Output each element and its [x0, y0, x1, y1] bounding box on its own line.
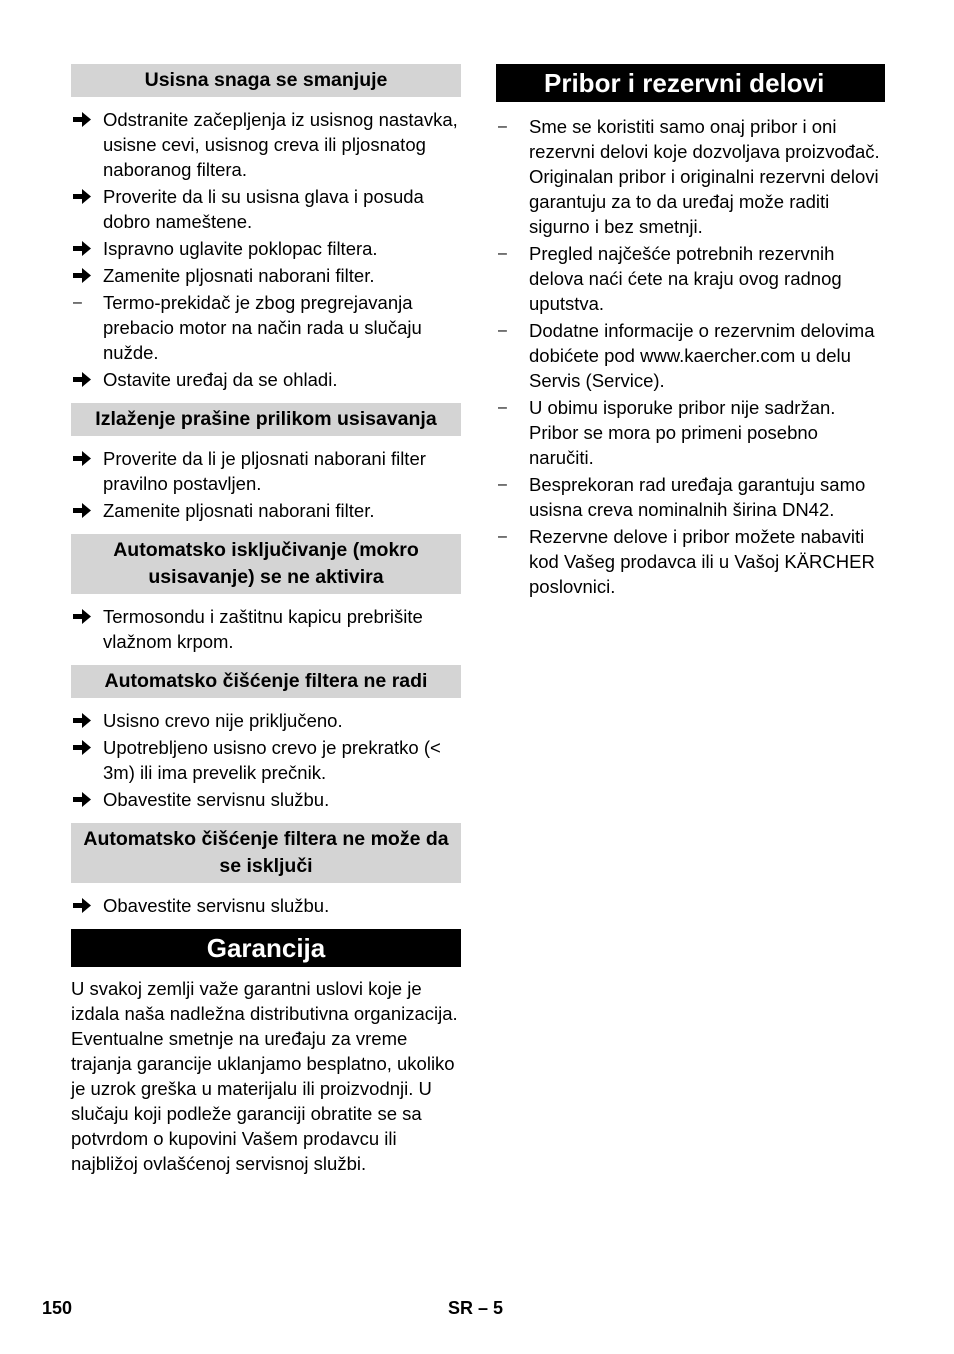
dash-icon: – — [498, 399, 507, 416]
section-heading-filter-cleaning-no-stop: Automatsko čišćenje filtera ne može da se isključi — [71, 823, 461, 883]
arrow-right-icon — [73, 498, 95, 523]
list-item: Obavestite servisnu službu. — [71, 787, 461, 812]
list-item: Proverite da li su usisna glava i posuda dobro nameštene. — [71, 184, 461, 234]
page-number: 150 — [42, 1298, 73, 1318]
list-item: – Sme se koristiti samo onaj pribor i oni rezervni delovi koje dozvoljava proizvođač. Originalan pribor i originalni rezervni delovi garantuju za to da uređaj može raditi sigurno i bez smetnji. — [498, 116, 880, 237]
arrow-right-icon — [73, 236, 95, 261]
dash-icon: – — [498, 322, 507, 339]
section-heading-filter-cleaning-fails: Automatsko čišćenje filtera ne radi — [71, 665, 461, 698]
list-item: – U obimu isporuke pribor nije sadržan. Pribor se mora po primeni posebno naručiti. — [498, 397, 836, 468]
arrow-right-icon — [73, 107, 95, 132]
list-auto-shutoff — [71, 604, 461, 654]
list-suction-power — [71, 107, 461, 392]
list-item: Obavestite servisnu službu. — [71, 893, 461, 918]
dash-icon: – — [498, 528, 507, 545]
list-item: – Dodatne informacije o rezervnim delovima dobićete pod www.kaercher.com u delu Servis (Service). — [498, 320, 875, 391]
list-item: Ispravno uglavite poklopac filtera. — [71, 236, 461, 261]
dash-icon: – — [73, 294, 82, 311]
list-dust-escape — [71, 446, 461, 523]
warranty-heading: Garancija — [71, 929, 461, 967]
accessories-list — [496, 114, 885, 599]
list-filter-cleaning-fails — [71, 708, 461, 812]
arrow-right-icon — [73, 367, 95, 392]
list-item: Proverite da li je pljosnati naborani filter pravilno postavljen. — [71, 446, 461, 496]
arrow-right-icon — [73, 446, 95, 471]
list-filter-cleaning-no-stop — [71, 893, 461, 918]
arrow-right-icon — [73, 787, 95, 812]
list-item: – Besprekoran rad uređaja garantuju samo usisna creva nominalnih širina DN42. — [498, 474, 866, 520]
section-heading-suction-power: Usisna snaga se smanjuje — [71, 64, 461, 97]
list-item: Zamenite pljosnati naborani filter. — [71, 263, 461, 288]
right-column — [496, 64, 885, 601]
arrow-right-icon — [73, 708, 95, 733]
dash-icon: – — [498, 476, 507, 493]
arrow-right-icon — [73, 604, 95, 629]
warranty-text: U svakoj zemlji važe garantni uslovi koje je izdala naša nadležna distributivna organizacija. Eventualne smetnje na uređaju za vreme trajanja garancije uklanjamo besplatno, ukoliko je uzrok greška u materijalu ili proizvodnji. U slučaju koji podleže garanciji obratite se sa potvrdom o kupovini Vašem prodavcu ili najbližoj ovlašćenoj servisnoj službi. — [71, 978, 458, 1174]
arrow-right-icon — [73, 735, 95, 760]
language-page-label: SR – 5 — [448, 1298, 504, 1318]
list-item: Termosondu i zaštitnu kapicu prebrišite vlažnom krpom. — [71, 604, 461, 654]
list-item: – Termo-prekidač je zbog pregrejavanja prebacio motor na način rada u slučaju nužde. — [73, 292, 422, 363]
dash-icon: – — [498, 118, 507, 135]
accessories-heading: Pribor i rezervni delovi — [496, 64, 885, 102]
list-item: – Pregled najčešće potrebnih rezervnih delova naći ćete na kraju ovog radnog uputstva. — [498, 243, 842, 314]
list-item: Usisno crevo nije priključeno. — [71, 708, 461, 733]
arrow-right-icon — [73, 184, 95, 209]
dash-icon: – — [498, 245, 507, 262]
section-heading-auto-shutoff: Automatsko isključivanje (mokro usisavanje) se ne aktivira — [71, 534, 461, 594]
arrow-right-icon — [73, 893, 95, 918]
list-item: – Rezervne delove i pribor možete nabaviti kod Vašeg prodavca ili u Vašoj KÄRCHER poslovnici. — [498, 526, 875, 597]
section-heading-dust-escape: Izlaženje prašine prilikom usisavanja — [71, 403, 461, 436]
left-column — [71, 64, 461, 1176]
arrow-right-icon — [73, 263, 95, 288]
list-item: Ostavite uređaj da se ohladi. — [71, 367, 461, 392]
list-item: Odstranite začepljenja iz usisnog nastavka, usisne cevi, usisnog creva ili pljosnatog naboranog filtera. — [71, 107, 461, 182]
list-item: Zamenite pljosnati naborani filter. — [71, 498, 461, 523]
list-item: Upotrebljeno usisno crevo je prekratko (< 3m) ili ima prevelik prečnik. — [71, 735, 461, 785]
